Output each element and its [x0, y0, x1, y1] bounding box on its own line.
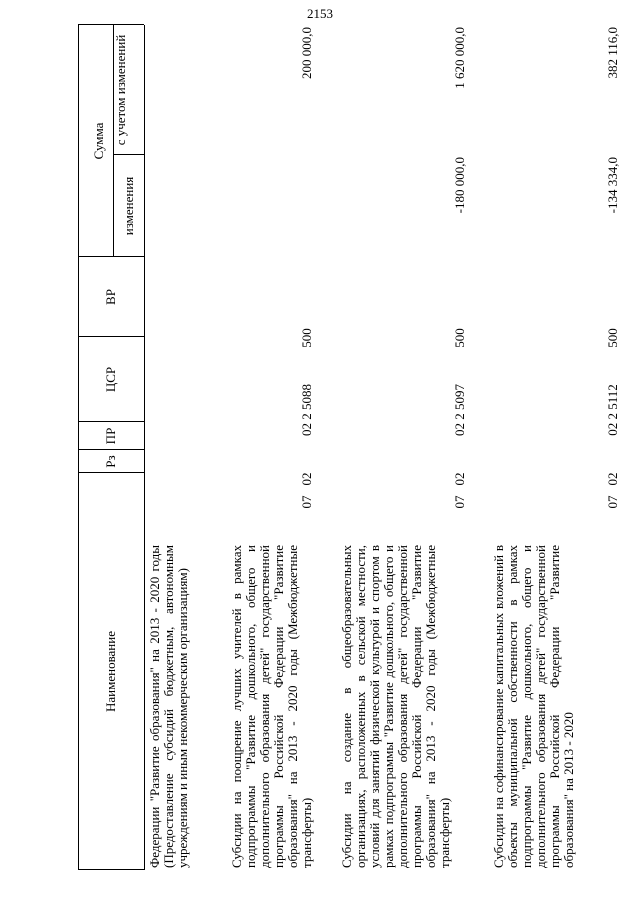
row-4-vr: 500: [605, 328, 620, 348]
row-4-change: -134 334,0: [605, 157, 620, 214]
header-with-changes: с учетом изменений: [113, 34, 128, 146]
row-3-rz: 07: [452, 495, 467, 509]
row-2-vr: 500: [299, 328, 314, 348]
table-top-border: [78, 25, 79, 870]
table-right-border: [78, 24, 144, 25]
row-2-desc: Субсидии на поощрение лучших учителей в рамках подпрограммы "Развитие дошкольного, общего и дополнительного образования детей" государственной программы Российской Федерации "Развитие образования" на 2013 - 2020 годы (Межбюджетные трансферты): [229, 545, 314, 868]
row-3-vr: 500: [452, 328, 467, 348]
row-3-csr: 02 2 5097: [452, 384, 467, 436]
row-4-pr: 02: [605, 472, 620, 486]
row-2-csr: 02 2 5088: [299, 384, 314, 436]
budget-table: [78, 25, 634, 870]
header-changes: изменения: [121, 176, 136, 236]
header-csr: ЦСР: [103, 366, 118, 393]
header-bottom-border: [144, 25, 145, 870]
row-2-pr: 02: [299, 472, 314, 486]
header-rz: Рз: [103, 455, 118, 468]
header-name: Наименование: [103, 631, 118, 712]
row-1-desc: Федерации "Развитие образования" на 2013 - 2020 годы (Предоставление субсидий бюджетным, автономным учреждениям и иным некоммерческим организациям): [147, 545, 190, 868]
row-4-total: 382 116,0: [605, 27, 620, 79]
row-3-pr: 02: [452, 472, 467, 486]
row-3-total: 1 620 000,0: [452, 27, 467, 89]
header-pr: ПР: [103, 427, 118, 445]
row-4-desc: Субсидии на софинансирование капитальных вложений в объекты муниципальной собственности в рамках подпрограммы "Развитие дошкольного, общего и дополнительного образования детей" государственной программы Российской Федерации "Развитие образования" на 2013 - 2020: [491, 545, 576, 868]
row-4-csr: 02 2 5112: [605, 384, 620, 436]
row-2-total: 200 000,0: [299, 27, 314, 79]
row-4-rz: 07: [605, 495, 620, 509]
row-3-desc: Субсидии на создание в общеобразовательных организациях, расположенных в сельской местности, условий для занятий физической культурой и спортом в рамках подпрограммы "Развитие дошкольного, общего и дополнительного образования детей" государственной программы Российской Федерации "Развитие образования" на 2013 - 2020 годы (Межбюджетные трансферты): [339, 545, 452, 868]
page-number: 2153: [307, 6, 333, 21]
header-sum: Сумма: [91, 122, 106, 160]
header-vr: ВР: [103, 289, 118, 305]
row-3-change: -180 000,0: [452, 157, 467, 214]
row-2-rz: 07: [299, 495, 314, 509]
